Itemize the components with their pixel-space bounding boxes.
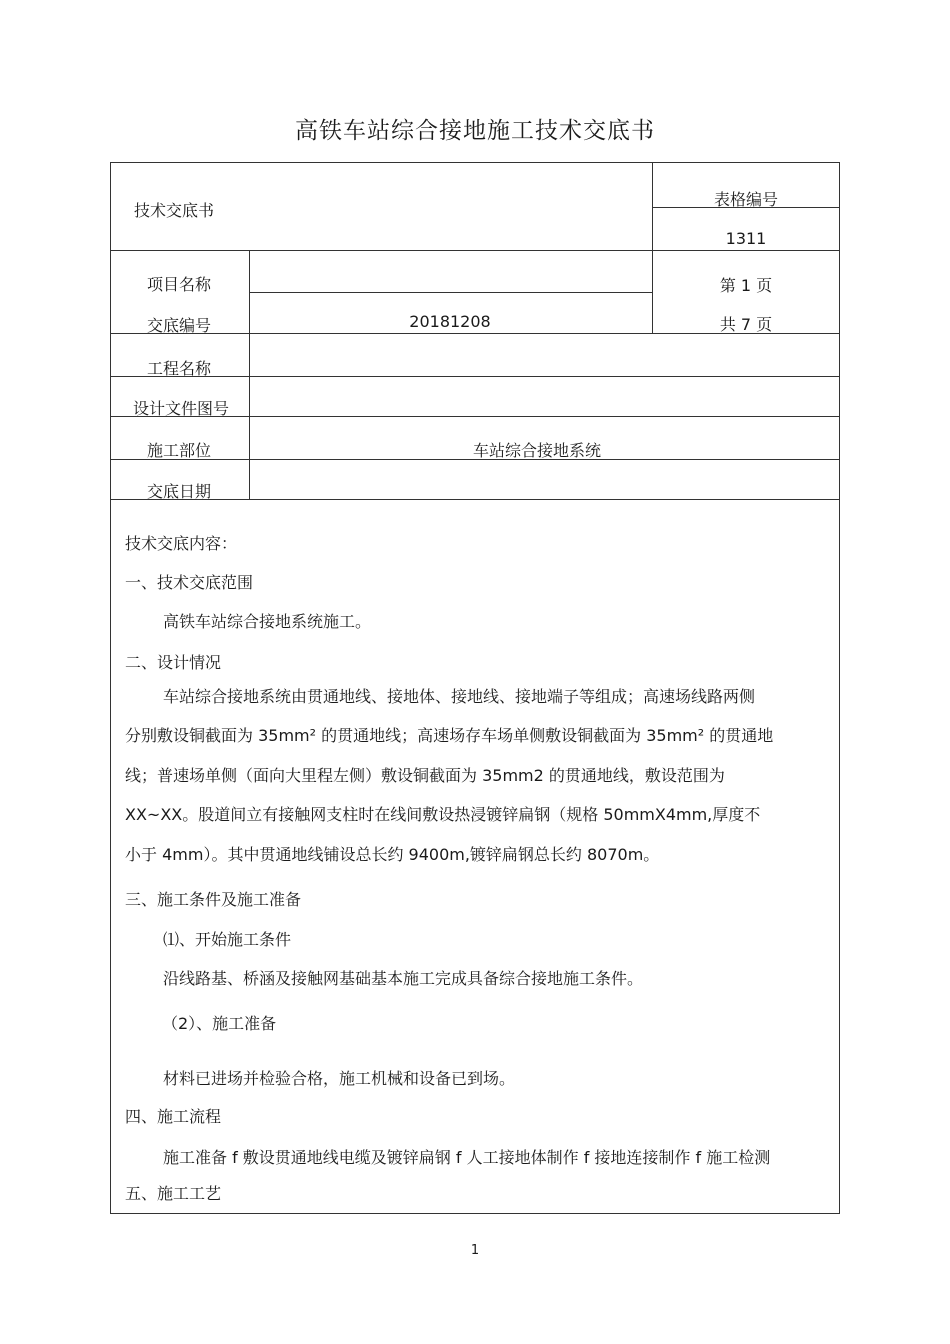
- section-2-line: 线；普速场单侧（面向大里程左侧）敷设铜截面为 35mm2 的贯通地线，敷设范围为: [125, 765, 725, 785]
- page-number-label: 第 1 页: [719, 276, 773, 295]
- design-doc-label: 设计文件图号: [133, 399, 230, 418]
- form-no-value: 1311: [725, 229, 767, 248]
- section-2-paragraph: [125, 677, 835, 874]
- section-2-line: 车站综合接地系统由贯通地线、接地体、接地线、接地端子等组成；高速场线路两侧: [163, 687, 756, 706]
- total-pages-label: 共 7 页: [719, 315, 773, 334]
- section-3-sub2-text: 材料已进场并检验合格，施工机械和设备已到场。: [163, 1069, 516, 1088]
- section-3-sub1-text: 沿线路基、桥涵及接触网基础基本施工完成具备综合接地施工条件。: [163, 969, 644, 988]
- project-name-label: 项目名称: [146, 275, 211, 294]
- disclosure-no-label: 交底编号: [146, 316, 211, 335]
- disclosure-no-value[interactable]: 20181208: [409, 312, 491, 331]
- doc-type-label: 技术交底书: [134, 201, 215, 220]
- section-4-text: 施工准备 f 敷设贯通地线电缆及镀锌扁钢 f 人工接地体制作 f 接地连接制作 f 施工检测: [163, 1148, 771, 1167]
- section-2-line: 小于 4mm）。其中贯通地线铺设总长约 9400m,镀锌扁钢总长约 8070m。: [125, 844, 660, 864]
- document-title: 高铁车站综合接地施工技术交底书: [295, 118, 655, 144]
- section-3-sub1-title: ⑴、开始施工条件: [163, 930, 292, 949]
- rule-label-column: [249, 250, 250, 499]
- section-3-title: 三、施工条件及施工准备: [125, 890, 302, 909]
- engineering-name-label: 工程名称: [146, 359, 211, 378]
- construction-part-value[interactable]: 车站综合接地系统: [473, 441, 602, 460]
- section-5-title: 五、施工工艺: [125, 1184, 222, 1203]
- section-3-sub2-title: （2）、施工准备: [162, 1014, 277, 1033]
- section-2-title: 二、设计情况: [125, 653, 222, 672]
- construction-part-label: 施工部位: [146, 441, 211, 460]
- section-1-text: 高铁车站综合接地系统施工。: [163, 612, 372, 631]
- disclosure-date-label: 交底日期: [146, 482, 211, 501]
- form-no-label: 表格编号: [713, 190, 778, 209]
- content-heading: 技术交底内容：: [125, 534, 238, 553]
- rule-project-name: [249, 292, 652, 293]
- section-1-title: 一、技术交底范围: [125, 573, 254, 592]
- page-number: 1: [470, 1243, 480, 1258]
- section-2-line: 分别敷设铜截面为 35mm² 的贯通地线；高速场存车场单侧敷设铜截面为 35mm² 的贯通地: [125, 726, 774, 746]
- rule-header-bottom: [111, 250, 840, 251]
- section-2-line: XX~XX。股道间立有接触网支柱时在线间敷设热浸镀锌扁钢（规格 50mmX4mm,厚度不: [125, 805, 761, 825]
- section-4-title: 四、施工流程: [125, 1107, 222, 1126]
